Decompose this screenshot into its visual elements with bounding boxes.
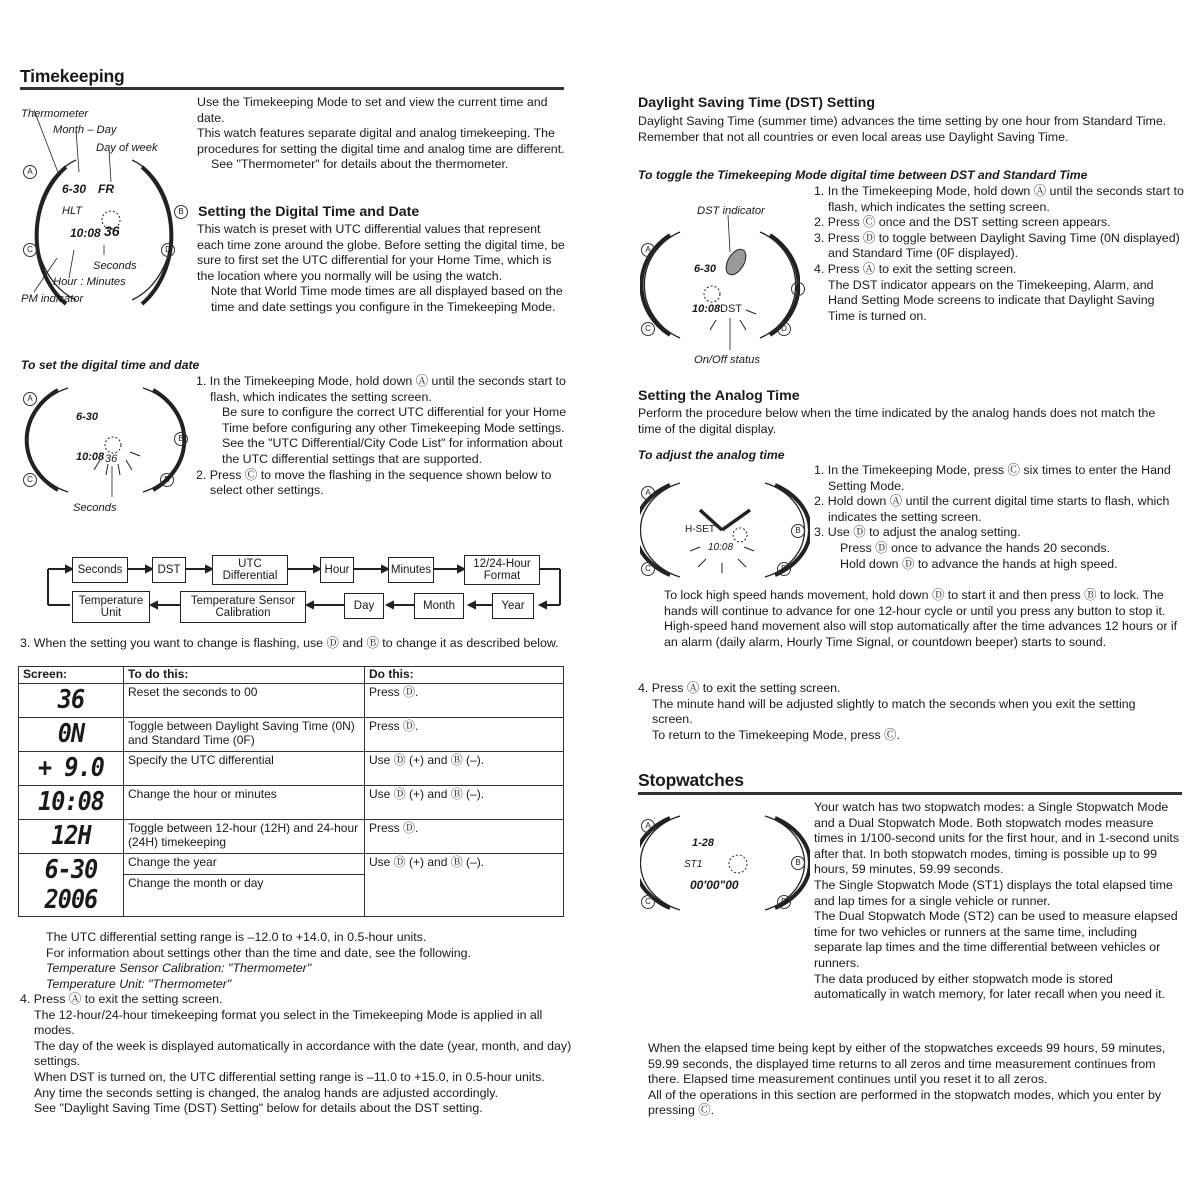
flow-step-month: Month xyxy=(414,593,464,619)
watch-diagram-dst xyxy=(640,210,800,360)
table-row xyxy=(19,717,564,751)
label-hour-minutes: Hour : Minutes xyxy=(53,276,126,288)
step-4 xyxy=(20,992,572,1117)
intro-paragraph: Use the Timekeeping Mode to set and view the current time and date. xyxy=(197,95,548,125)
flow-step-temperature-unit: Temperature Unit xyxy=(72,591,150,623)
stopwatch-text xyxy=(814,800,1184,1003)
lcd-date: 6-30 xyxy=(62,182,87,196)
flow-step-day: Day xyxy=(344,593,384,619)
table-row xyxy=(19,751,564,785)
button-a-icon: A xyxy=(641,819,655,833)
heading-analog: Setting the Analog Time xyxy=(638,388,800,404)
button-d-icon: D xyxy=(777,562,791,576)
stopwatch-paragraph: The Single Stopwatch Mode (ST1) displays the total elapsed time and lap times for a single vehicle or runner. xyxy=(814,877,1173,908)
label-on-off-status: On/Off status xyxy=(694,354,760,366)
analog-step-4 xyxy=(638,681,1178,743)
todo-cell: Specify the UTC differential xyxy=(124,751,365,785)
analog-step: 3. Use Ⓓ to adjust the analog setting. xyxy=(814,525,1021,540)
button-c-icon: C xyxy=(641,562,655,576)
button-d-icon: D xyxy=(777,322,791,336)
label-seconds: Seconds xyxy=(73,502,117,514)
step-3 xyxy=(20,636,568,652)
button-c-icon: C xyxy=(641,322,655,336)
setting-paragraph: This watch is preset with UTC differential values that represent each time zone around the globe. Before setting the digital time, be sure to first set the UTC differential for your Home Time, which is the location where you normally will be using the watch. xyxy=(197,222,565,283)
intro-text xyxy=(197,95,567,173)
label-month-day: Month – Day xyxy=(53,124,117,136)
table-row xyxy=(19,853,564,874)
button-d-icon: D xyxy=(161,243,175,257)
step-2: 2. Press Ⓒ to move the flashing in the sequence shown below to select other settings. xyxy=(196,467,552,498)
analog-step-note: To return to the Timekeeping Mode, press Ⓒ. xyxy=(652,727,900,742)
setting-note: Note that World Time mode times are all displayed based on the time and date settings you configure in the Timekeeping Mode. xyxy=(211,284,563,314)
note-line: Temperature Unit: "Thermometer" xyxy=(46,976,232,991)
dst-text: Daylight Saving Time (summer time) advances the time setting by one hour from Standard Time. Remember that not all countries or even local areas use Daylight Saving Time. xyxy=(638,114,1167,144)
button-c-icon: C xyxy=(23,243,37,257)
note-line: The UTC differential setting range is –12.0 to +14.0, in 0.5-hour units. xyxy=(46,930,427,944)
step-4-note: The 12-hour/24-hour timekeeping format you select in the Timekeeping Mode is applied in all modes. xyxy=(34,1007,543,1038)
analog-procedure-title: To adjust the analog time xyxy=(638,448,785,462)
button-a-icon: A xyxy=(23,165,37,179)
stopwatch-note: When the elapsed time being kept by either of the stopwatches exceeds 99 hours, 59 minutes, 59.99 seconds, the displayed time returns to all zeros and time measurement continues from there. Elapsed time measurement continues until you reset it to all zeros. xyxy=(648,1041,1166,1087)
button-b-icon: B xyxy=(791,282,805,296)
analog-text: Perform the procedure below when the time indicated by the analog hands does not match the time of the digital display. xyxy=(638,406,1156,436)
heading-setting-digital-time: Setting the Digital Time and Date xyxy=(198,204,420,220)
lcd-seconds: 36 xyxy=(104,223,120,239)
table-row xyxy=(19,683,564,717)
column-header-screen: Screen: xyxy=(19,667,124,684)
dst-steps xyxy=(814,184,1184,324)
dst-procedure-title: To toggle the Timekeeping Mode digital time between DST and Standard Time xyxy=(638,168,1088,182)
button-d-icon: D xyxy=(777,895,791,909)
screen-value: 10:08 xyxy=(38,786,104,817)
lcd-day-of-week: FR xyxy=(98,182,114,196)
analog-step-note: The minute hand will be adjusted slightly to match the seconds when you exit the setting screen. xyxy=(652,696,1136,727)
lcd-mode: H-SET xyxy=(685,524,715,535)
step-1: 1. In the Timekeeping Mode, hold down Ⓐ until the seconds start to flash, which indicates the setting screen. xyxy=(196,374,566,404)
action-cell: Press Ⓓ. xyxy=(365,819,564,853)
todo-cell: Change the month or day xyxy=(124,874,365,916)
dst-step: 3. Press Ⓓ to toggle between Daylight Saving Time (0N displayed) and Standard Time (0F displayed). xyxy=(814,230,1180,261)
step-4-note: When DST is turned on, the UTC differential setting range is –11.0 to +15.0, in 0.5-hour units. xyxy=(34,1069,545,1084)
procedure-title: To set the digital time and date xyxy=(21,358,200,372)
todo-cell: Change the hour or minutes xyxy=(124,785,365,819)
action-cell: Press Ⓓ. xyxy=(365,683,564,717)
analog-step: 4. Press Ⓐ to exit the setting screen. xyxy=(638,681,841,695)
screen-value: 2006 xyxy=(44,884,98,915)
intro-paragraph: This watch features separate digital and analog timekeeping. The procedures for setting the digital time and analog time are different. xyxy=(197,126,565,156)
stopwatch-paragraph: The Dual Stopwatch Mode (ST2) can be used to measure elapsed time for two vehicles or runners at the same time, including separate lap times and the time differential between vehicles or runners. xyxy=(814,909,1178,970)
button-a-icon: A xyxy=(23,392,37,406)
lcd-elapsed-time: 00'00"00 xyxy=(690,878,739,892)
dst-step-note: The DST indicator appears on the Timekeeping, Alarm, and Hand Setting Mode screens to indicate that Daylight Saving Time is turned on. xyxy=(828,277,1155,323)
lcd-mode: ST1 xyxy=(684,859,703,870)
dst-step: 2. Press Ⓒ once and the DST setting screen appears. xyxy=(814,215,1111,230)
flow-step-12-24-format: 12/24-Hour Format xyxy=(464,555,540,585)
step-4-note: See "Daylight Saving Time (DST) Setting" below for details about the DST setting. xyxy=(34,1101,483,1116)
screen-value: 6-30 xyxy=(44,854,98,885)
table-row xyxy=(19,785,564,819)
todo-cell: Toggle between 12-hour (12H) and 24-hour (24H) timekeeping xyxy=(124,819,365,853)
lcd-time: 10:08 xyxy=(76,451,105,463)
analog-note: High-speed hand movement also will stop automatically after the time advances 12 hours or if an alarm (daily alarm, Hourly Time Signal, or countdown beeper) starts to sound. xyxy=(664,619,1178,649)
todo-cell: Reset the seconds to 00 xyxy=(124,683,365,717)
dst-step: 1. In the Timekeeping Mode, hold down Ⓐ until the seconds start to flash, which indicates the setting screen. xyxy=(814,184,1184,214)
label-pm-indicator: PM indicator xyxy=(21,293,84,305)
button-b-icon: B xyxy=(791,524,805,538)
lcd-time: 10:08 xyxy=(692,303,721,315)
heading-dst: Daylight Saving Time (DST) Setting xyxy=(638,95,876,111)
analog-steps xyxy=(814,463,1184,572)
flow-step-year: Year xyxy=(492,593,534,619)
step-3-text: 3. When the setting you want to change is flashing, use Ⓓ and Ⓑ to change it as described below. xyxy=(20,636,559,650)
screen-value: 0N xyxy=(57,718,85,749)
label-dst-indicator: DST indicator xyxy=(697,205,765,217)
analog-notes xyxy=(664,588,1179,650)
table-row xyxy=(19,819,564,853)
intro-note: See "Thermometer" for details about the thermometer. xyxy=(211,157,509,172)
stopwatch-paragraph: The data produced by either stopwatch mode is stored automatically in watch memory, for later recall when you need it. xyxy=(814,971,1165,1002)
note-line: Temperature Sensor Calibration: "Thermometer" xyxy=(46,961,312,976)
flow-step-seconds: Seconds xyxy=(72,557,128,583)
button-b-icon: B xyxy=(174,432,188,446)
section-title-stopwatches: Stopwatches xyxy=(638,770,744,790)
label-thermometer: Thermometer xyxy=(21,108,89,120)
step-4-note: Any time the seconds setting is changed, the analog hands are adjusted accordingly. xyxy=(34,1085,499,1100)
step-4-note: The day of the week is displayed automatically in accordance with the date (year, month, and day) settings. xyxy=(34,1038,572,1069)
button-c-icon: C xyxy=(23,473,37,487)
lcd-seconds-flashing: 36 xyxy=(105,453,118,465)
section-title-timekeeping: Timekeeping xyxy=(20,66,125,86)
screen-value: 12H xyxy=(51,820,91,851)
setting-text xyxy=(197,222,567,316)
analog-step-note: Hold down Ⓓ to advance the hands at high speed. xyxy=(840,556,1118,571)
lcd-dst-status: DST xyxy=(720,303,742,315)
procedure-steps xyxy=(196,374,568,499)
section-rule xyxy=(638,792,1182,795)
stopwatch-paragraph: Your watch has two stopwatch modes: a Single Stopwatch Mode and a Dual Stopwatch Mode. Both stopwatch modes measure times in 1/100-second units for the first hour, and in 1-second units after that. In both stopwatch modes, timing is possible up to 99 hours, 59 minutes, 59.99 seconds. xyxy=(814,800,1180,877)
flow-step-utc: UTC Differential xyxy=(212,555,288,585)
lcd-lap: 1-28 xyxy=(692,837,715,849)
action-cell: Use Ⓓ (+) and Ⓑ (–). xyxy=(365,785,564,819)
column-header-action: Do this: xyxy=(365,667,564,684)
step-4-text: 4. Press Ⓐ to exit the setting screen. xyxy=(20,992,223,1006)
button-a-icon: A xyxy=(641,486,655,500)
step-1-note: See the "UTC Differential/City Code List" for information about the UTC differential settings that are supported. xyxy=(222,436,563,466)
analog-step: 1. In the Timekeeping Mode, press Ⓒ six times to enter the Hand Setting Mode. xyxy=(814,463,1171,493)
screen-value: 36 xyxy=(57,684,85,715)
settings-table xyxy=(18,666,564,917)
column-header-todo: To do this: xyxy=(124,667,365,684)
analog-step: 2. Hold down Ⓐ until the current digital time starts to flash, which indicates the setting screen. xyxy=(814,494,1170,524)
button-d-icon: D xyxy=(160,473,174,487)
action-cell: Press Ⓓ. xyxy=(365,717,564,751)
label-seconds: Seconds xyxy=(93,260,137,272)
flow-step-minutes: Minutes xyxy=(388,557,434,583)
note-line: For information about settings other than the time and date, see the following. xyxy=(46,945,471,960)
button-a-icon: A xyxy=(641,243,655,257)
utc-notes xyxy=(46,930,576,992)
screen-value: + 9.0 xyxy=(38,752,104,783)
stopwatch-note: All of the operations in this section are performed in the stopwatch modes, which you enter by pressing Ⓒ. xyxy=(648,1087,1162,1118)
flow-step-temperature-calibration: Temperature Sensor Calibration xyxy=(180,591,306,623)
label-day-of-week: Day of week xyxy=(96,142,158,154)
dst-step: 4. Press Ⓐ to exit the setting screen. xyxy=(814,261,1017,276)
step-1-note: Be sure to configure the correct UTC differential for your Home Time before configuring any other Timekeeping Mode settings. xyxy=(222,405,567,435)
analog-step-note: Press Ⓓ once to advance the hands 20 seconds. xyxy=(840,540,1111,555)
todo-cell: Change the year xyxy=(124,853,365,874)
action-cell: Use Ⓓ (+) and Ⓑ (–). xyxy=(365,751,564,785)
analog-note: To lock high speed hands movement, hold down Ⓓ to start it and then press Ⓑ to lock. The hands will continue to advance for one 12-hour cycle or until you press any button to stop it. xyxy=(664,588,1166,618)
lcd-mode: HLT xyxy=(62,205,82,217)
flow-step-dst: DST xyxy=(152,557,186,583)
section-rule xyxy=(20,87,564,90)
lcd-date: 6-30 xyxy=(694,263,717,275)
button-c-icon: C xyxy=(641,895,655,909)
button-b-icon: B xyxy=(791,856,805,870)
lcd-time-flashing: 10:08 xyxy=(708,542,734,553)
lcd-time: 10:08 xyxy=(70,226,101,240)
lcd-date: 6-30 xyxy=(76,411,99,423)
button-b-icon: B xyxy=(174,205,188,219)
stopwatch-notes xyxy=(648,1041,1183,1119)
action-cell: Use Ⓓ (+) and Ⓑ (–). xyxy=(365,853,564,916)
todo-cell: Toggle between Daylight Saving Time (0N) and Standard Time (0F) xyxy=(124,717,365,751)
flow-step-hour: Hour xyxy=(320,557,354,583)
